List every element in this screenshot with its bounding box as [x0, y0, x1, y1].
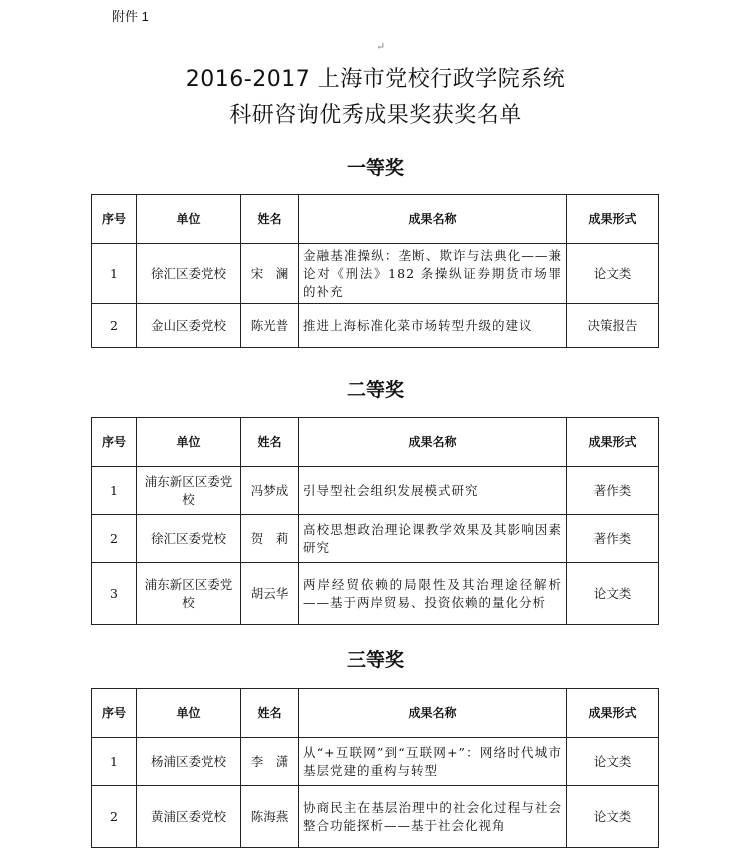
row-form: 论文类: [567, 786, 659, 848]
header-form: 成果形式: [567, 195, 659, 244]
row-no: 2: [92, 304, 137, 348]
award-level-third: 三等奖: [346, 649, 404, 671]
header-work: 成果名称: [299, 195, 567, 244]
header-no: 序号: [92, 418, 137, 467]
row-work: 从“+互联网”到“互联网+”：网络时代城市基层党建的重构与转型: [299, 738, 567, 786]
row-work: 高校思想政治理论课教学效果及其影响因素研究: [299, 515, 567, 563]
row-name: 贺 莉: [241, 515, 299, 563]
table-header-row: [92, 418, 659, 467]
row-no: 2: [92, 515, 137, 563]
row-work: 金融基准操纵：垄断、欺诈与法典化——兼论对《刑法》182 条操纵证券期货市场罪的补充: [299, 244, 567, 304]
award-table-first: [91, 194, 659, 348]
award-table-third: [91, 688, 659, 848]
row-name: 冯梦成: [241, 467, 299, 515]
row-work: 引导型社会组织发展模式研究: [299, 467, 567, 515]
row-name: 陈海燕: [241, 786, 299, 848]
header-no: 序号: [92, 689, 137, 738]
row-unit: 徐汇区委党校: [137, 515, 241, 563]
row-form: 著作类: [567, 467, 659, 515]
header-unit: 单位: [137, 689, 241, 738]
row-unit: 徐汇区委党校: [137, 244, 241, 304]
document-title-line2: 科研咨询优秀成果奖获奖名单: [229, 103, 522, 128]
row-name: 胡云华: [241, 563, 299, 625]
row-unit: 黄浦区委党校: [137, 786, 241, 848]
row-name: 李 潇: [241, 738, 299, 786]
header-unit: 单位: [137, 418, 241, 467]
table-row: [92, 786, 659, 848]
document-title-line1: 2016-2017 上海市党校行政学院系统: [185, 67, 566, 92]
row-no: 2: [92, 786, 137, 848]
table-header-row: [92, 689, 659, 738]
row-work: 协商民主在基层治理中的社会化过程与社会整合功能探析——基于社会化视角: [299, 786, 567, 848]
row-name: 宋 澜: [241, 244, 299, 304]
table-row: [92, 738, 659, 786]
header-unit: 单位: [137, 195, 241, 244]
header-work: 成果名称: [299, 689, 567, 738]
table-row: [92, 304, 659, 348]
table-row: [92, 563, 659, 625]
header-form: 成果形式: [567, 689, 659, 738]
award-level-first: 一等奖: [346, 157, 404, 179]
row-no: 1: [92, 467, 137, 515]
table-row: [92, 244, 659, 304]
header-form: 成果形式: [567, 418, 659, 467]
header-name: 姓名: [241, 418, 299, 467]
row-form: 论文类: [567, 563, 659, 625]
header-name: 姓名: [241, 195, 299, 244]
row-name: 陈光普: [241, 304, 299, 348]
row-form: 论文类: [567, 244, 659, 304]
row-form: 决策报告: [567, 304, 659, 348]
paragraph-mark: ↵: [376, 40, 386, 53]
row-no: 1: [92, 738, 137, 786]
row-work: 推进上海标准化菜市场转型升级的建议: [299, 304, 567, 348]
table-row: [92, 467, 659, 515]
row-work: 两岸经贸依赖的局限性及其治理途径解析——基于两岸贸易、投资依赖的量化分析: [299, 563, 567, 625]
row-no: 3: [92, 563, 137, 625]
row-unit: 金山区委党校: [137, 304, 241, 348]
attachment-label: 附件 1: [112, 9, 149, 24]
header-no: 序号: [92, 195, 137, 244]
row-unit: 浦东新区区委党校: [137, 563, 241, 625]
row-form: 论文类: [567, 738, 659, 786]
row-unit: 浦东新区区委党校: [137, 467, 241, 515]
row-unit: 杨浦区委党校: [137, 738, 241, 786]
award-table-second: [91, 417, 659, 625]
row-form: 著作类: [567, 515, 659, 563]
table-row: [92, 515, 659, 563]
header-name: 姓名: [241, 689, 299, 738]
row-no: 1: [92, 244, 137, 304]
award-level-second: 二等奖: [346, 379, 404, 401]
table-header-row: [92, 195, 659, 244]
header-work: 成果名称: [299, 418, 567, 467]
